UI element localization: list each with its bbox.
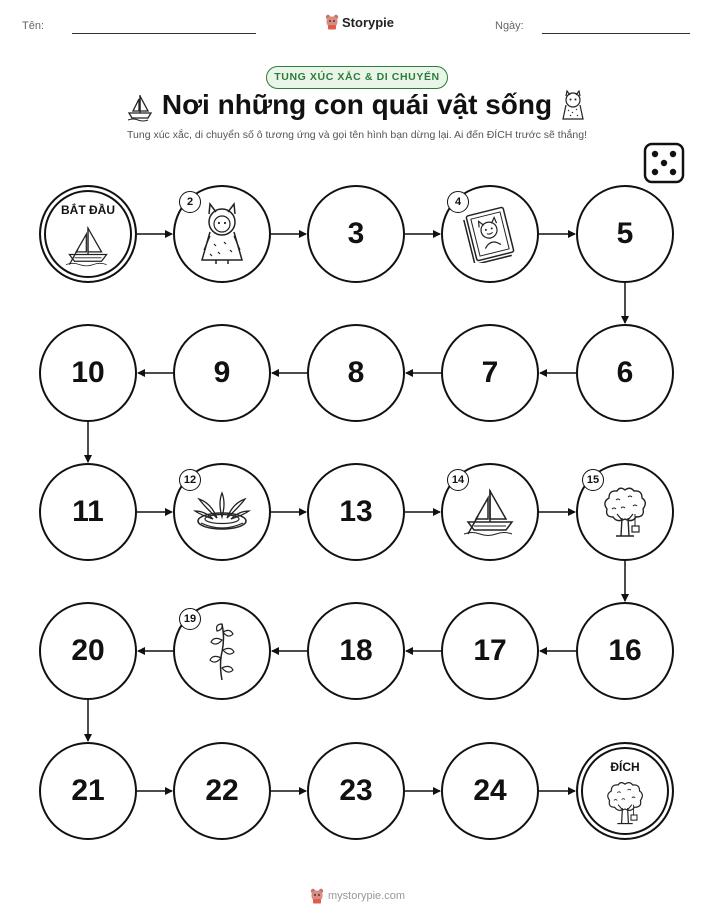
date-label: Ngày: — [495, 20, 524, 32]
space-number: 11 — [72, 495, 104, 528]
space-number: 6 — [616, 356, 634, 389]
space-number: 23 — [339, 774, 373, 807]
board-space-4 — [441, 185, 539, 283]
activity-tag: TUNG XÚC XẮC & DI CHUYỂN — [266, 66, 448, 89]
space-number: 16 — [608, 634, 642, 667]
nest-icon — [189, 489, 255, 535]
name-label: Tên: — [22, 20, 45, 32]
board-space-15 — [576, 463, 674, 561]
space-number: 17 — [473, 634, 507, 667]
space-number: 7 — [481, 356, 499, 389]
board-space-22 — [173, 742, 271, 840]
board-space-8 — [307, 324, 405, 422]
space-number: 18 — [339, 634, 373, 667]
finish-space — [576, 742, 674, 840]
space-number: 21 — [71, 774, 105, 807]
monster-costume-icon — [196, 202, 248, 266]
board-space-17 — [441, 602, 539, 700]
space-number-badge: 12 — [179, 469, 201, 491]
space-number: 22 — [205, 774, 239, 807]
space-number: 24 — [473, 774, 507, 807]
board-space-7 — [441, 324, 539, 422]
sailboat-icon — [460, 486, 520, 538]
board-space-11 — [39, 463, 137, 561]
finish-label: ĐÍCH — [610, 760, 640, 774]
board-space-5 — [576, 185, 674, 283]
vine-icon — [202, 620, 242, 682]
tree-icon — [602, 484, 648, 540]
board-space-10 — [39, 324, 137, 422]
space-number: 9 — [213, 356, 231, 389]
footer-url: mystorypie.com — [328, 890, 406, 902]
footer — [310, 888, 405, 904]
board-space-13 — [307, 463, 405, 561]
board-space-23 — [307, 742, 405, 840]
instructions: Tung xúc xắc, di chuyển số ô tương ứng và gọi tên hình bạn dừng lại. Ai đến ĐÍCH trước sẽ thắng! — [126, 129, 587, 141]
space-number: 10 — [71, 356, 105, 389]
board-space-2 — [173, 185, 271, 283]
board-space-12 — [173, 463, 271, 561]
space-number: 13 — [339, 495, 373, 528]
board-space-24 — [441, 742, 539, 840]
space-number-badge: 14 — [447, 469, 469, 491]
space-number: 20 — [71, 634, 105, 667]
start-space — [39, 185, 137, 283]
bear-icon — [310, 888, 324, 904]
board-space-6 — [576, 324, 674, 422]
board-space-19 — [173, 602, 271, 700]
board-space-14 — [441, 463, 539, 561]
brand-name: Storypie — [342, 14, 395, 30]
space-number-badge: 19 — [179, 608, 201, 630]
page-title: Nơi những con quái vật sống — [161, 89, 553, 120]
board-space-18 — [307, 602, 405, 700]
start-label: BẮT ĐẦU — [61, 203, 115, 217]
space-number-badge: 2 — [179, 191, 201, 213]
space-number-badge: 4 — [447, 191, 469, 213]
space-number-badge: 15 — [582, 469, 604, 491]
sailboat-icon — [62, 224, 114, 268]
board-space-9 — [173, 324, 271, 422]
space-number: 8 — [347, 356, 365, 389]
board-space-3 — [307, 185, 405, 283]
board-space-20 — [39, 602, 137, 700]
space-number: 3 — [347, 217, 365, 250]
board-space-21 — [39, 742, 137, 840]
tree-icon — [605, 779, 645, 827]
storybook-icon — [459, 205, 521, 263]
space-number: 5 — [616, 217, 634, 250]
board-space-16 — [576, 602, 674, 700]
